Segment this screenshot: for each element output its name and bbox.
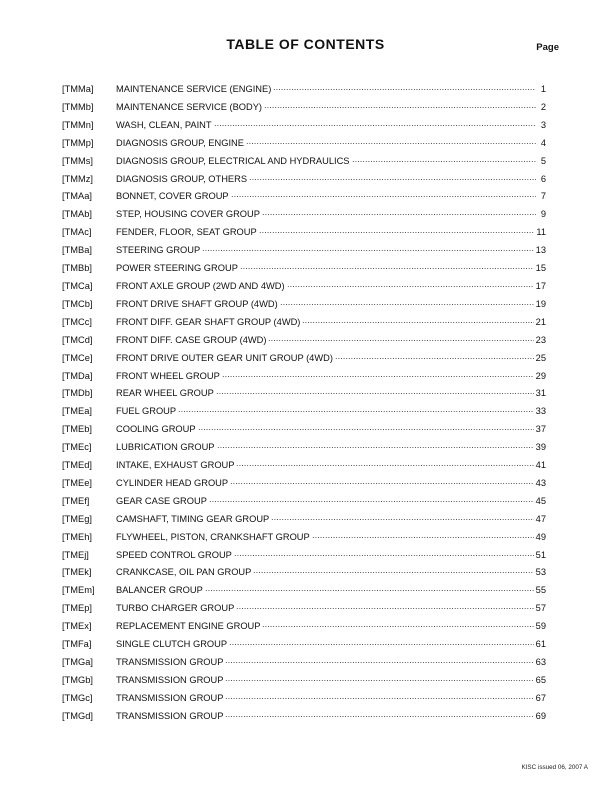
toc-page-number: 31 (535, 388, 546, 399)
toc-page-number: 33 (535, 406, 546, 417)
toc-entry[interactable] (62, 563, 546, 581)
toc-page-number: 15 (535, 263, 546, 274)
toc-code: [TMGb] (62, 674, 93, 685)
toc-page-number: 51 (535, 549, 546, 560)
toc-page-number: 3 (540, 119, 546, 130)
dot-leader (312, 529, 534, 541)
dot-leader (249, 171, 536, 183)
dot-leader (259, 224, 535, 236)
dot-leader (231, 188, 536, 200)
toc-entry[interactable] (62, 134, 546, 152)
toc-entry[interactable] (62, 277, 546, 295)
toc-code: [TMCd] (62, 334, 93, 345)
toc-page-number: 47 (535, 513, 546, 524)
toc-page-number: 63 (535, 657, 546, 667)
toc-entry[interactable] (62, 170, 546, 188)
toc-entry[interactable] (62, 241, 546, 259)
toc-title: CYLINDER HEAD GROUP (116, 477, 229, 488)
dot-leader (225, 654, 533, 666)
toc-title: FENDER, FLOOR, SEAT GROUP (116, 227, 257, 238)
dot-leader (246, 135, 536, 147)
dot-leader (234, 547, 534, 559)
toc-title: REPLACEMENT ENGINE GROUP (116, 621, 261, 632)
toc-title: CAMSHAFT, TIMING GEAR GROUP (116, 513, 270, 524)
toc-list (62, 80, 546, 725)
dot-leader (178, 403, 534, 415)
toc-page-number: 2 (540, 101, 546, 112)
toc-code: [TMMn] (62, 119, 94, 130)
toc-entry[interactable] (62, 474, 546, 492)
dot-leader (240, 260, 534, 272)
dot-leader (225, 708, 533, 720)
toc-page-number: 29 (535, 370, 546, 381)
toc-title: BONNET, COVER GROUP (116, 191, 229, 202)
toc-title: COOLING GROUP (116, 424, 196, 435)
dot-leader (262, 206, 536, 218)
toc-entry[interactable] (62, 295, 546, 313)
toc-code: [TMGc] (62, 692, 93, 703)
toc-page-number: 43 (535, 477, 546, 488)
toc-code: [TMMa] (62, 84, 94, 94)
toc-code: [TMCc] (62, 316, 92, 327)
toc-entry[interactable] (62, 528, 546, 546)
toc-title: INTAKE, EXHAUST GROUP (116, 460, 235, 471)
dot-leader (217, 439, 534, 451)
toc-entry[interactable] (62, 384, 546, 402)
toc-title: CRANKCASE, OIL PAN GROUP (116, 567, 252, 578)
dot-leader (273, 81, 536, 93)
dot-leader (302, 314, 533, 326)
toc-entry[interactable] (62, 689, 546, 707)
toc-title: STEP, HOUSING COVER GROUP (116, 209, 260, 220)
dot-leader (236, 600, 533, 612)
page-title: TABLE OF CONTENTS (226, 36, 385, 52)
toc-entry[interactable] (62, 205, 546, 223)
toc-code: [TMEg] (62, 513, 92, 524)
toc-code: [TMDb] (62, 388, 93, 399)
toc-entry[interactable] (62, 438, 546, 456)
toc-entry[interactable] (62, 187, 546, 205)
toc-entry[interactable] (62, 617, 546, 635)
toc-entry[interactable] (62, 707, 546, 725)
toc-title: TRANSMISSION GROUP (116, 710, 224, 721)
toc-code: [TMMp] (62, 137, 94, 148)
dot-leader (209, 493, 534, 505)
footer-issue-note: KISC issued 06, 2007 A (521, 764, 588, 771)
toc-page-number: 49 (535, 531, 546, 542)
toc-title: MAINTENANCE SERVICE (BODY) (116, 101, 263, 112)
dot-leader (222, 368, 534, 380)
toc-entry[interactable] (62, 653, 546, 671)
toc-title: MAINTENANCE SERVICE (ENGINE) (116, 84, 272, 94)
toc-code: [TMCa] (62, 280, 93, 291)
toc-page-number: 67 (535, 692, 546, 703)
toc-page-number: 6 (540, 173, 546, 184)
toc-title: SPEED CONTROL GROUP (116, 549, 232, 560)
toc-page-number: 61 (535, 639, 546, 650)
toc-title: DIAGNOSIS GROUP, ENGINE (116, 137, 244, 148)
toc-page-number: 4 (540, 137, 546, 148)
toc-code: [TMEh] (62, 531, 92, 542)
toc-entry[interactable] (62, 581, 546, 599)
toc-entry[interactable] (62, 223, 546, 241)
toc-code: [TMFa] (62, 639, 92, 650)
dot-leader (205, 582, 534, 594)
dot-leader (262, 618, 533, 630)
toc-title: FLYWHEEL, PISTON, CRANKSHAFT GROUP (116, 531, 310, 542)
toc-page-number: 11 (536, 227, 546, 238)
toc-entry[interactable] (62, 259, 546, 277)
toc-entry[interactable] (62, 456, 546, 474)
dot-leader (287, 278, 534, 290)
toc-page-number: 25 (535, 352, 546, 363)
toc-title: REAR WHEEL GROUP (116, 388, 214, 399)
toc-code: [TMEd] (62, 460, 92, 471)
toc-entry[interactable] (62, 635, 546, 653)
toc-page-number: 55 (535, 585, 546, 596)
toc-title: FRONT DIFF. CASE GROUP (4WD) (116, 334, 267, 345)
toc-page-number: 39 (535, 442, 546, 453)
dot-leader (225, 672, 533, 684)
dot-leader (236, 457, 533, 469)
toc-entry[interactable] (62, 492, 546, 510)
toc-code: [TMEx] (62, 621, 92, 632)
toc-page-number: 21 (535, 316, 546, 327)
toc-entry[interactable] (62, 116, 546, 134)
toc-entry[interactable] (62, 349, 546, 367)
toc-title: STEERING GROUP (116, 245, 201, 256)
toc-code: [TMEe] (62, 477, 92, 488)
toc-title: WASH, CLEAN, PAINT (116, 119, 212, 130)
toc-title: FUEL GROUP (116, 406, 177, 417)
toc-code: [TMAc] (62, 227, 92, 238)
toc-code: [TMMb] (62, 101, 94, 112)
toc-title: LUBRICATION GROUP (116, 442, 215, 453)
dot-leader (253, 564, 533, 576)
toc-page-number: 59 (535, 621, 546, 632)
dot-leader (335, 350, 534, 362)
toc-code: [TMEf] (62, 495, 90, 506)
toc-code: [TMGa] (62, 657, 93, 667)
toc-page-number: 69 (535, 710, 546, 721)
toc-code: [TMAa] (62, 191, 92, 202)
toc-page-number: 37 (535, 424, 546, 435)
toc-page-number: 13 (535, 245, 546, 256)
toc-code: [TMAb] (62, 209, 92, 220)
dot-leader (198, 421, 534, 433)
dot-leader (268, 332, 533, 344)
toc-code: [TMEb] (62, 424, 92, 435)
toc-entry[interactable] (62, 331, 546, 349)
toc-code: [TMGd] (62, 710, 93, 721)
toc-page-number: 7 (540, 191, 546, 202)
toc-entry[interactable] (62, 510, 546, 528)
toc-page-number: 9 (540, 209, 546, 220)
toc-code: [TMEc] (62, 442, 92, 453)
toc-entry[interactable] (62, 313, 546, 331)
dot-leader (271, 511, 533, 523)
dot-leader (229, 636, 534, 648)
toc-code: [TMEp] (62, 603, 92, 614)
toc-title: GEAR CASE GROUP (116, 495, 207, 506)
dot-leader (214, 117, 536, 129)
toc-page-number: 23 (535, 334, 546, 345)
toc-title: TURBO CHARGER GROUP (116, 603, 235, 614)
toc-page-number: 45 (535, 495, 546, 506)
toc-title: TRANSMISSION GROUP (116, 674, 224, 685)
dot-leader (352, 153, 536, 165)
toc-entry[interactable] (62, 402, 546, 420)
toc-page-number: 1 (540, 84, 546, 94)
toc-title: POWER STEERING GROUP (116, 263, 238, 274)
toc-code: [TMCe] (62, 352, 93, 363)
toc-page-number: 53 (535, 567, 546, 578)
toc-code: [TMMz] (62, 173, 93, 184)
toc-entry[interactable] (62, 367, 546, 385)
toc-page-number: 19 (535, 298, 546, 309)
toc-code: [TMEa] (62, 406, 92, 417)
toc-entry[interactable] (62, 671, 546, 689)
toc-code: [TMEj] (62, 549, 89, 560)
dot-leader (216, 385, 534, 397)
dot-leader (280, 296, 534, 308)
toc-page-number: 17 (535, 280, 546, 291)
toc-title: TRANSMISSION GROUP (116, 657, 224, 667)
toc-page-number: 5 (540, 155, 546, 166)
toc-title: FRONT DRIVE SHAFT GROUP (4WD) (116, 298, 278, 309)
toc-code: [TMDa] (62, 370, 93, 381)
toc-page-number: 57 (535, 603, 546, 614)
toc-code: [TMEk] (62, 567, 92, 578)
dot-leader (230, 475, 534, 487)
toc-code: [TMEm] (62, 585, 95, 596)
toc-entry[interactable] (62, 152, 546, 170)
toc-entry[interactable] (62, 546, 546, 564)
toc-page-number: 41 (535, 460, 546, 471)
toc-entry[interactable] (62, 98, 546, 116)
dot-leader (225, 690, 533, 702)
toc-entry[interactable] (62, 80, 546, 98)
toc-entry[interactable] (62, 599, 546, 617)
toc-code: [TMMs] (62, 155, 93, 166)
toc-title: DIAGNOSIS GROUP, ELECTRICAL AND HYDRAULICS (116, 155, 350, 166)
toc-title: SINGLE CLUTCH GROUP (116, 639, 228, 650)
toc-page-number: 65 (535, 674, 546, 685)
toc-title: FRONT DRIVE OUTER GEAR UNIT GROUP (4WD) (116, 352, 333, 363)
toc-title: FRONT DIFF. GEAR SHAFT GROUP (4WD) (116, 316, 301, 327)
toc-code: [TMBa] (62, 245, 92, 256)
toc-code: [TMCb] (62, 298, 93, 309)
toc-title: TRANSMISSION GROUP (116, 692, 224, 703)
dot-leader (264, 99, 536, 111)
toc-title: FRONT WHEEL GROUP (116, 370, 220, 381)
toc-title: FRONT AXLE GROUP (2WD AND 4WD) (116, 280, 285, 291)
toc-title: DIAGNOSIS GROUP, OTHERS (116, 173, 248, 184)
toc-entry[interactable] (62, 420, 546, 438)
toc-title: BALANCER GROUP (116, 585, 203, 596)
toc-code: [TMBb] (62, 263, 92, 274)
page-column-heading: Page (536, 42, 559, 53)
dot-leader (202, 242, 533, 254)
